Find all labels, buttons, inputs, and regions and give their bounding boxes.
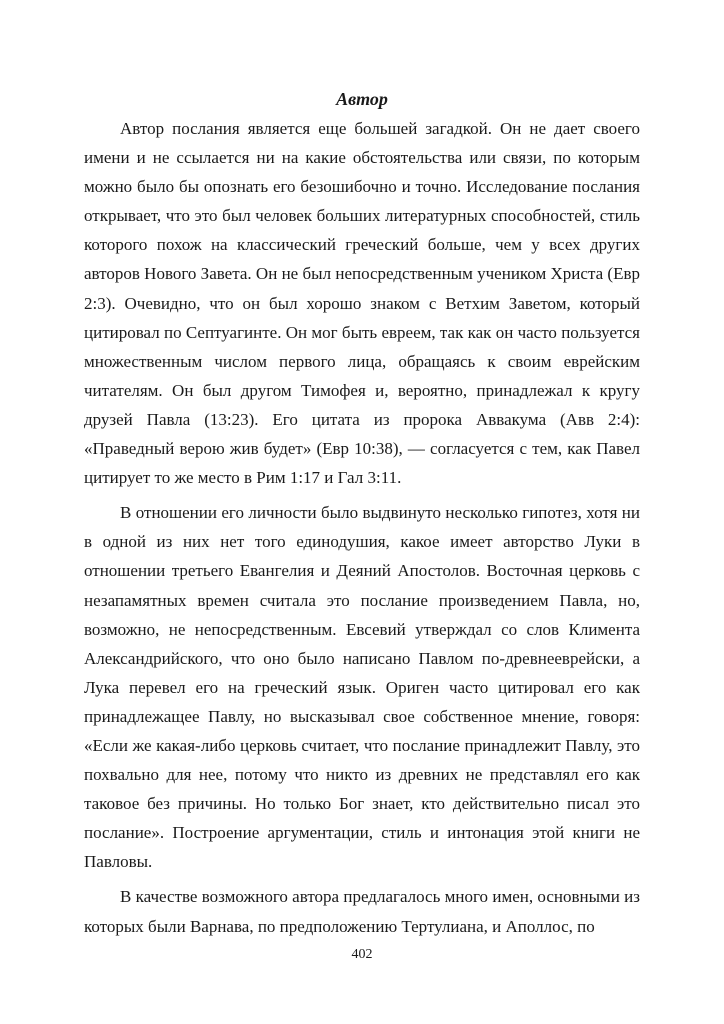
paragraph: В отношении его личности было выдвинуто несколько гипотез, хотя ни в одной из них нет того единодушия, какое имеет авторство Луки в отношении третьего Евангелия и Деяний Апостолов. Восточная церковь с незапамятных времен считала это послание произведением Павла, но, возможно, не непосредственным. Евсевий утверждал со слов Климента Александрийского, что оно было написано Павлом по-древнееврейски, а Лука перевел его на греческий язык. Ориген часто цитировал его как принадлежащее Павлу, но высказывал свое собственное мнение, говоря: «Если же какая-либо церковь считает, что послание принадлежит Павлу, это похвально для нее, потому что никто из древних не представлял его как таковое без причины. Но только Бог знает, кто действительно писал это послание». Построение аргументации, стиль и интонация этой книги не Павловы. <box>84 503 640 872</box>
section-title: Автор <box>336 89 388 109</box>
paragraph: Автор послания является еще большей загадкой. Он не дает своего имени и не ссылается ни на какие обстоятельства или связи, по которым можно было бы опознать его безошибочно и точно. Исследование послания открывает, что это был человек больших литературных способностей, стиль которого похож на классический греческий больше, чем у всех других авторов Нового Завета. Он не был непосредственным учеником Христа (Евр 2:3). Очевидно, что он был хорошо знаком с Ветхим Заветом, который цитировал по Септуагинте. Он мог быть евреем, так как он часто пользуется множественным числом первого лица, обращаясь к своим еврейским читателям. Он был другом Тимофея и, вероятно, принадлежал к кругу друзей Павла (13:23). Его цитата из пророка Аввакума (Авв 2:4): «Праведный верою жив будет» (Евр 10:38), — согласуется с тем, как Павел цитирует то же место в Рим 1:17 и Гал 3:11. <box>84 119 640 488</box>
paragraph: В качестве возможного автора предлагалось много имен, основными из которых были Варнава, по предположению Тертулиана, и Аполлос, по <box>84 887 640 936</box>
page-number: 402 <box>351 947 373 962</box>
page-content <box>84 86 640 947</box>
